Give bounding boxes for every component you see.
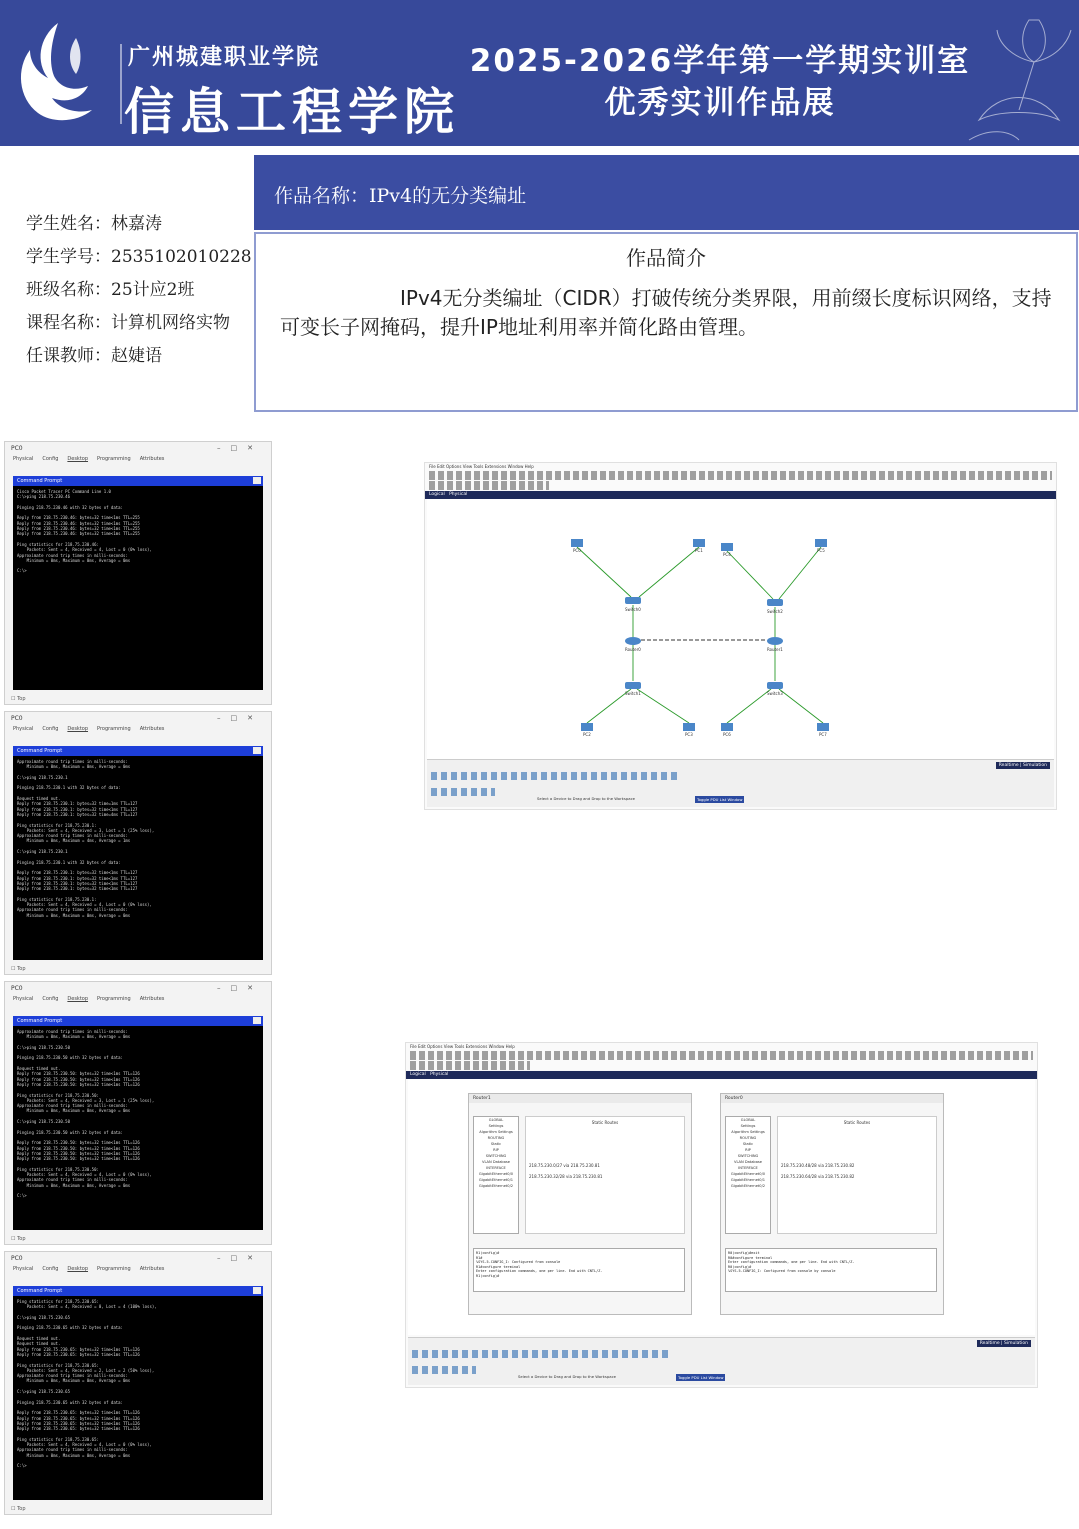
drag-hint: Select a Device to Drag and Drop to the Workspace <box>537 796 635 801</box>
pc-icon <box>721 723 733 731</box>
top-checkbox[interactable]: ☐ Top <box>11 966 26 972</box>
device-tabs <box>5 456 271 468</box>
window-title: PC0 <box>11 1255 23 1262</box>
workspace-bar <box>425 491 1056 499</box>
tab-physical-view[interactable]: Physical <box>430 1072 449 1077</box>
label-switch3: Switch3 <box>767 691 783 696</box>
pc-icon <box>571 539 583 547</box>
secondary-toolbar[interactable] <box>410 1061 530 1070</box>
label-pc1: PC1 <box>695 548 703 553</box>
work-name: 作品名称：IPv4的无分类编址 <box>274 185 527 207</box>
pc-terminal-window <box>4 711 272 975</box>
tab-physical[interactable]: Physical <box>13 456 34 462</box>
close-icon[interactable] <box>253 1017 261 1024</box>
window-title: Router0 <box>721 1094 943 1103</box>
workspace-canvas[interactable] <box>408 1079 1035 1335</box>
tab-desktop[interactable]: Desktop <box>67 726 89 732</box>
route-entry[interactable]: 218.75.230.32/28 via 218.75.230.81 <box>529 1174 603 1179</box>
switch-icon <box>767 599 783 606</box>
label-pc6: PC6 <box>723 732 731 737</box>
intro-text: IPv4无分类编址（CIDR）打破传统分类界限，用前缀长度标识网络，支持可变长子网掩码，提升IP地址利用率并简化路由管理。 <box>280 286 1052 339</box>
command-prompt-title: Command Prompt <box>17 748 63 754</box>
tab-attributes[interactable]: Attributes <box>139 456 165 462</box>
school-name-small: 广州城建职业学院 <box>128 45 321 70</box>
tab-attributes[interactable]: Attributes <box>139 726 165 732</box>
command-prompt-title: Command Prompt <box>17 478 63 484</box>
label-pc0: PC0 <box>573 548 581 553</box>
tab-config[interactable]: Config <box>42 726 59 732</box>
school-logo-icon <box>8 18 108 128</box>
top-label: Top <box>17 1236 26 1242</box>
device-panel <box>427 759 1054 807</box>
label-switch2: Switch2 <box>767 609 783 614</box>
tab-programming[interactable]: Programming <box>97 996 131 1002</box>
pc-terminal-window <box>4 1251 272 1515</box>
window-controls[interactable]: –□✕ <box>217 1254 263 1262</box>
device-palette[interactable] <box>431 772 681 780</box>
static-routes-panel <box>525 1116 685 1234</box>
window-controls[interactable]: –□✕ <box>217 984 263 992</box>
command-prompt-titlebar <box>13 476 263 486</box>
command-prompt-titlebar <box>13 1016 263 1026</box>
switch-icon <box>767 682 783 689</box>
route-entry[interactable]: 218.75.230.64/28 via 218.75.230.82 <box>781 1174 855 1179</box>
tab-attributes[interactable]: Attributes <box>139 996 165 1002</box>
class-name: 班级名称：25计应2班 <box>26 280 195 300</box>
window-controls[interactable]: –□✕ <box>217 714 263 722</box>
label-switch1: Switch1 <box>625 691 641 696</box>
workspace-canvas[interactable] <box>427 499 1054 759</box>
device-tabs <box>5 726 271 738</box>
tab-desktop[interactable]: Desktop <box>67 456 89 462</box>
drag-hint: Select a Device to Drag and Drop to the Workspace <box>518 1374 616 1379</box>
window-title: Router1 <box>469 1094 691 1103</box>
top-checkbox[interactable]: ☐ Top <box>11 1506 26 1512</box>
realtime-mode[interactable]: Realtime | Simulation <box>996 762 1050 769</box>
command-prompt-screen[interactable] <box>13 756 263 960</box>
tab-physical-view[interactable]: Physical <box>449 492 468 497</box>
main-toolbar[interactable] <box>429 471 1052 480</box>
label-pc7: PC7 <box>819 732 827 737</box>
close-icon[interactable] <box>253 747 261 754</box>
close-icon[interactable] <box>253 477 261 484</box>
lotus-decoration-icon <box>959 0 1079 146</box>
pc-terminal-window <box>4 441 272 705</box>
toggle-pdu-button[interactable]: Toggle PDU List Window <box>697 797 743 802</box>
window-titlebar <box>5 1252 271 1266</box>
tab-programming[interactable]: Programming <box>97 456 131 462</box>
label-pc4: PC4 <box>723 552 731 557</box>
window-title: PC0 <box>11 445 23 452</box>
label-switch0: Switch0 <box>625 607 641 612</box>
tab-logical[interactable]: Logical <box>429 492 445 497</box>
top-label: Top <box>17 696 26 702</box>
window-title: PC0 <box>11 715 23 722</box>
router0-config-window <box>720 1093 944 1315</box>
route-entry[interactable]: 218.75.230.0/27 via 218.75.230.81 <box>529 1163 600 1168</box>
tab-config[interactable]: Config <box>42 456 59 462</box>
logo-divider <box>120 44 122 124</box>
work-name-bar <box>254 155 1079 230</box>
pc-icon <box>581 723 593 731</box>
tab-physical[interactable]: Physical <box>13 996 34 1002</box>
pc-icon <box>721 543 733 551</box>
exhibition-title-line1: 2025-2026学年第一学期实训室 <box>469 43 971 79</box>
ios-commands: R1(config)# R1# %SYS-5-CONFIG_I: Configured from console R1#configure terminal Enter configuration commands, one per line. End with CNTL/Z. R1(config)# <box>473 1248 685 1292</box>
route-entry[interactable]: 218.75.230.48/28 via 218.75.230.82 <box>781 1163 855 1168</box>
tab-config[interactable]: Config <box>42 1266 59 1272</box>
student-name: 学生姓名：林嘉涛 <box>26 214 162 234</box>
router-icon <box>625 637 641 645</box>
command-prompt-screen[interactable] <box>13 486 263 690</box>
terminal-output: Approximate round trip times in milli-seconds: Minimum = 0ms, Maximum = 0ms, Average = 0ms C:\>ping 218.75.230.1 Pinging 218.75.230.1 with 32 bytes of data: Request timed out. Reply from 218.75.230.1: bytes=32 time=1ms TTL=127 Reply from 218.75.230.1: bytes=32 time<1ms TTL=127 Reply from 218.75.230.1: bytes=32 time=4ms TTL=127 Ping statistics for 218.75.230.1: Packets: Sent = 4, Received = 3, Lost = 1 (25% loss), Approximate round trip times in milli-seconds: Minimum = 0ms, Maximum = 4ms, Average = 1ms C:\>ping 218.75.230.1 Pinging 218.75.230.1 with 32 bytes of data: Reply from 218.75.230.1: bytes=32 time<1ms TTL=127 Reply from 218.75.230.1: bytes=32 time<1ms TTL=127 Reply from 218.75.230.1: bytes=32 time<1ms TTL=127 Reply from 218.75.230.1: bytes=32 time<1ms TTL=127 Ping statistics for 218.75.230.1: Packets: Sent = 4, Received = 4, Lost = 0 (0% loss), Approximate round trip times in milli-seconds: Minimum = 0ms, Maximum = 0ms, Average = 0ms <box>17 759 155 918</box>
command-prompt-screen[interactable] <box>13 1026 263 1230</box>
menu-bar[interactable]: File Edit Options View Tools Extensions Window Help <box>429 464 534 469</box>
intro-title: 作品简介 <box>626 246 706 270</box>
pc-icon <box>683 723 695 731</box>
tab-physical[interactable]: Physical <box>13 1266 34 1272</box>
toggle-pdu-button[interactable]: Toggle PDU List Window <box>678 1375 724 1380</box>
switch-icon <box>625 682 641 689</box>
tab-programming[interactable]: Programming <box>97 1266 131 1272</box>
exhibition-title <box>440 40 1000 124</box>
tab-programming[interactable]: Programming <box>97 726 131 732</box>
label-router0: Router0 <box>625 647 641 652</box>
secondary-toolbar[interactable] <box>429 481 549 490</box>
pc-icon <box>817 723 829 731</box>
window-title: PC0 <box>11 985 23 992</box>
switch-icon <box>625 597 641 604</box>
packet-tracer-topology <box>424 462 1057 810</box>
tab-logical[interactable]: Logical <box>410 1072 426 1077</box>
course-name: 课程名称：计算机网络实物 <box>26 313 230 333</box>
teacher-name: 任课教师：赵婕语 <box>26 346 162 366</box>
window-titlebar <box>5 982 271 996</box>
command-prompt-titlebar <box>13 1286 263 1296</box>
tab-physical[interactable]: Physical <box>13 726 34 732</box>
device-tabs <box>5 996 271 1008</box>
close-icon[interactable] <box>253 1287 261 1294</box>
command-prompt-title: Command Prompt <box>17 1018 63 1024</box>
tab-desktop[interactable]: Desktop <box>67 1266 89 1272</box>
tab-desktop[interactable]: Desktop <box>67 996 89 1002</box>
window-titlebar <box>5 712 271 726</box>
exhibition-title-line2: 优秀实训作品展 <box>604 85 836 121</box>
main-toolbar[interactable] <box>410 1051 1033 1060</box>
device-palette-sub[interactable] <box>412 1366 476 1374</box>
terminal-output: Cisco Packet Tracer PC Command Line 1.0 C:\>ping 218.75.230.46 Pinging 218.75.230.46 with 32 bytes of data: Reply from 218.75.230.46: bytes=32 time<1ms TTL=255 Reply from 218.75.230.46: bytes=32 time<1ms TTL=255 Reply from 218.75.230.46: bytes=32 time<1ms TTL=255 Reply from 218.75.230.46: bytes=32 time<1ms TTL=255 Ping statistics for 218.75.230.46: Packets: Sent = 4, Received = 4, Lost = 0 (0% loss), Approximate round trip times in milli-seconds: Minimum = 0ms, Maximum = 0ms, Average = 0ms C:\> <box>17 489 152 574</box>
student-info <box>26 208 256 373</box>
network-topology-diagram <box>427 499 1056 759</box>
tab-attributes[interactable]: Attributes <box>139 1266 165 1272</box>
pc-terminal-window <box>4 981 272 1245</box>
workspace-bar <box>406 1071 1037 1079</box>
realtime-mode[interactable]: Realtime | Simulation <box>977 1340 1031 1347</box>
menu-bar[interactable]: File Edit Options View Tools Extensions Window Help <box>410 1044 515 1049</box>
window-titlebar <box>5 442 271 456</box>
config-nav[interactable]: GLOBAL Settings Algorithm Settings ROUTING Static RIP SWITCHING VLAN Database INTERFACE GigabitEthernet0/0 GigabitEthernet0/1 GigabitEthernet0/2 <box>725 1116 771 1234</box>
device-tabs <box>5 1266 271 1278</box>
packet-tracer-router-config <box>405 1042 1038 1388</box>
tab-config[interactable]: Config <box>42 996 59 1002</box>
window-controls[interactable]: –□✕ <box>217 444 263 452</box>
command-prompt-title: Command Prompt <box>17 1288 63 1294</box>
student-id: 学生学号：2535102010228 <box>26 247 252 267</box>
top-checkbox[interactable]: ☐ Top <box>11 1236 26 1242</box>
label-pc5: PC5 <box>817 548 825 553</box>
command-prompt-titlebar <box>13 746 263 756</box>
pc-icon <box>693 539 705 547</box>
school-name-big: 信息工程学院 <box>124 83 460 141</box>
label-pc3: PC3 <box>685 732 693 737</box>
terminal-output: Ping statistics for 218.75.230.65: Packets: Sent = 4, Received = 0, Lost = 4 (100% loss), C:\>ping 218.75.230.65 Pinging 218.75.230.65 with 32 bytes of data: Request timed out. Request timed out. Reply from 218.75.230.65: bytes=32 time<1ms TTL=126 Reply from 218.75.230.65: bytes=32 time<1ms TTL=126 Ping statistics for 218.75.230.65: Packets: Sent = 4, Received = 2, Lost = 2 (50% loss), Approximate round trip times in milli-seconds: Minimum = 0ms, Maximum = 0ms, Average = 0ms C:\>ping 218.75.230.65 Pinging 218.75.230.65 with 32 bytes of data: Reply from 218.75.230.65: bytes=32 time<1ms TTL=126 Reply from 218.75.230.65: bytes=32 time<1ms TTL=126 Reply from 218.75.230.65: bytes=32 time<1ms TTL=126 Reply from 218.75.230.65: bytes=32 time<1ms TTL=126 Ping statistics for 218.75.230.65: Packets: Sent = 4, Received = 4, Lost = 0 (0% loss), Approximate round trip times in milli-seconds: Minimum = 0ms, Maximum = 0ms, Average = 0ms C:\> <box>17 1299 157 1469</box>
device-palette[interactable] <box>412 1350 672 1358</box>
pc-icon <box>815 539 827 547</box>
section-title: Static Routes <box>843 1120 871 1125</box>
work-intro <box>254 232 1078 412</box>
label-pc2: PC2 <box>583 732 591 737</box>
section-title: Static Routes <box>591 1120 619 1125</box>
command-prompt-screen[interactable] <box>13 1296 263 1500</box>
static-routes-panel <box>777 1116 937 1234</box>
router1-config-window <box>468 1093 692 1315</box>
terminal-output: Approximate round trip times in milli-seconds: Minimum = 0ms, Maximum = 0ms, Average = 0ms C:\>ping 218.75.230.50 Pinging 218.75.230.50 with 32 bytes of data: Request timed out. Reply from 218.75.230.50: bytes=32 time<1ms TTL=126 Reply from 218.75.230.50: bytes=32 time<1ms TTL=126 Reply from 218.75.230.50: bytes=32 time<1ms TTL=126 Ping statistics for 218.75.230.50: Packets: Sent = 4, Received = 3, Lost = 1 (25% loss), Approximate round trip times in milli-seconds: Minimum = 0ms, Maximum = 0ms, Average = 0ms C:\>ping 218.75.230.50 Pinging 218.75.230.50 with 32 bytes of data: Reply from 218.75.230.50: bytes=32 time<1ms TTL=126 Reply from 218.75.230.50: bytes=32 time<1ms TTL=126 Reply from 218.75.230.50: bytes=32 time<1ms TTL=126 Reply from 218.75.230.50: bytes=32 time<1ms TTL=126 Ping statistics for 218.75.230.50: Packets: Sent = 4, Received = 4, Lost = 0 (0% loss), Approximate round trip times in milli-seconds: Minimum = 0ms, Maximum = 0ms, Average = 0ms C:\> <box>17 1029 155 1199</box>
top-checkbox[interactable]: ☐ Top <box>11 696 26 702</box>
ios-commands: R0(config)#exit R0#configure terminal Enter configuration commands, one per line. End with CNTL/Z. R0(config)# %SYS-5-CONFIG_I: Configured from console by console <box>725 1248 937 1292</box>
config-nav[interactable]: GLOBAL Settings Algorithm Settings ROUTING Static RIP SWITCHING VLAN Database INTERFACE GigabitEthernet0/0 GigabitEthernet0/1 GigabitEthernet0/2 <box>473 1116 519 1234</box>
top-label: Top <box>17 966 26 972</box>
device-palette-sub[interactable] <box>431 788 495 796</box>
top-label: Top <box>17 1506 26 1512</box>
router-icon <box>767 637 783 645</box>
header-banner <box>0 0 1079 146</box>
device-panel <box>408 1337 1035 1385</box>
label-router1: Router1 <box>767 647 783 652</box>
